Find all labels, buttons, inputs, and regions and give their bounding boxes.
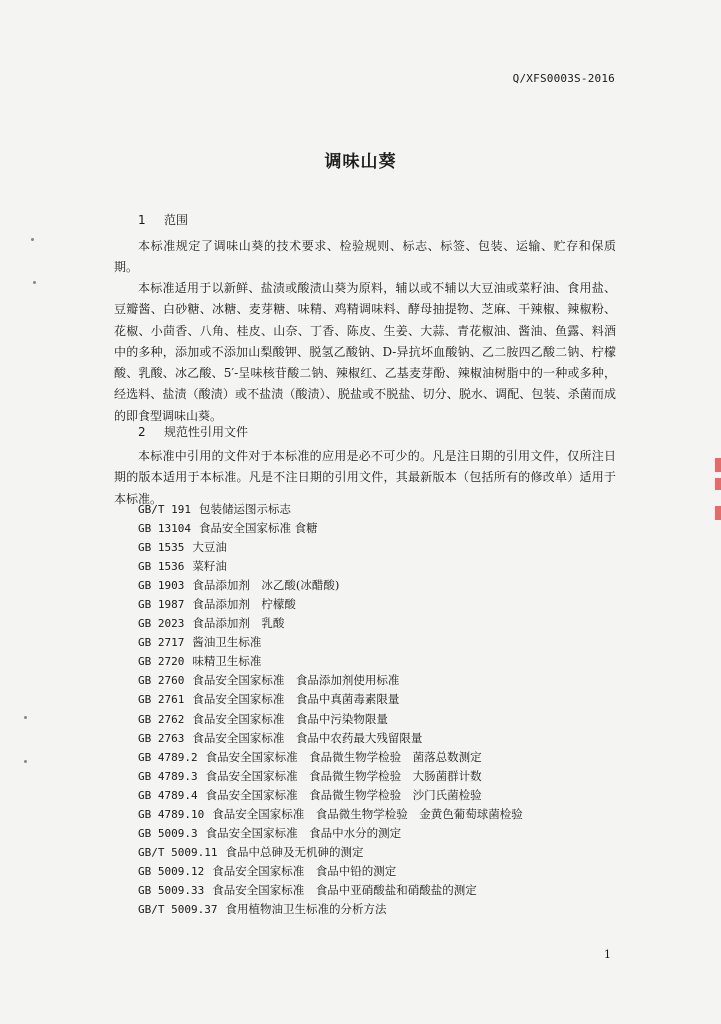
reference-item — [138, 843, 523, 862]
reference-item — [138, 500, 523, 519]
reference-item — [138, 748, 523, 767]
reference-item — [138, 652, 523, 671]
document-code: Q/XFS0003S-2016 — [512, 72, 615, 85]
reference-item — [138, 671, 523, 690]
reference-title: 菜籽油 — [192, 559, 227, 574]
reference-code: GB 2023 — [138, 617, 185, 631]
reference-code: GB 5009.12 — [138, 864, 205, 878]
reference-item — [138, 690, 523, 709]
reference-code: GB/T 5009.37 — [138, 902, 218, 916]
reference-title: 食品安全国家标准 食糖 — [198, 521, 318, 536]
reference-title: 食品安全国家标准 食品微生物学检验 沙门氏菌检验 — [205, 787, 482, 802]
reference-title: 食品添加剂 柠檬酸 — [192, 597, 296, 612]
reference-code: GB 2760 — [138, 674, 185, 688]
reference-item — [138, 862, 523, 881]
reference-code: GB 2717 — [138, 636, 185, 650]
reference-item — [138, 576, 523, 595]
scan-speck — [33, 281, 36, 284]
reference-code: GB 4789.3 — [138, 769, 198, 783]
reference-item — [138, 538, 523, 557]
page-number: 1 — [604, 948, 611, 961]
reference-code: GB 2763 — [138, 731, 185, 745]
reference-title: 食品安全国家标准 食品中水分的测定 — [205, 825, 402, 840]
reference-code: GB 5009.3 — [138, 826, 198, 840]
reference-code: GB 4789.10 — [138, 807, 205, 821]
reference-title: 食品安全国家标准 食品中农药最大残留限量 — [192, 730, 423, 745]
reference-code: GB 2762 — [138, 712, 185, 726]
section-number: 1 — [138, 213, 146, 227]
reference-code: GB 2761 — [138, 693, 185, 707]
reference-title: 包装储运图示标志 — [198, 502, 291, 516]
normative-references-list — [138, 500, 523, 919]
reference-item — [138, 786, 523, 805]
reference-item — [138, 824, 523, 843]
section-title: 范围 — [164, 213, 189, 227]
scan-edge-mark — [715, 458, 721, 472]
reference-code: GB 1903 — [138, 579, 185, 593]
reference-title: 食品安全国家标准 食品中铅的测定 — [212, 863, 397, 878]
reference-code: GB/T 5009.11 — [138, 845, 218, 859]
document-title: 调味山葵 — [324, 152, 397, 172]
reference-title: 食品添加剂 乳酸 — [192, 616, 285, 631]
reference-item — [138, 519, 523, 538]
reference-title: 食品安全国家标准 食品添加剂使用标准 — [192, 673, 400, 688]
reference-code: GB 1536 — [138, 560, 185, 574]
section-heading-scope — [138, 211, 188, 228]
section-number: 2 — [138, 425, 146, 439]
reference-item — [138, 805, 523, 824]
reference-item — [138, 633, 523, 652]
scan-speck — [24, 760, 27, 763]
scope-paragraph-2: 本标准适用于以新鲜、盐渍或酸渍山葵为原料，辅以或不辅以大豆油或菜籽油、食用盐、豆瓣酱、白砂糖、冰糖、麦芽糖、味精、鸡精调味料、酵母抽提物、芝麻、干辣椒、辣椒粉、花椒、小茴香、八角、桂皮、山奈、丁香、陈皮、生姜、大蒜、青花椒油、酱油、鱼露、料酒中的多种，添加或不添加山梨酸钾、脱氢乙酸钠、D-异抗坏血酸钠、乙二胺四乙酸二钠、柠檬酸、乳酸、冰乙酸、5′-呈味核苷酸二钠、辣椒红、乙基麦芽酚、辣椒油树脂中的一种或多种，经选料、盐渍（酸渍）或不盐渍（酸渍）、脱盐或不脱盐、切分、脱水、调配、包装、杀菌而成的即食型调味山葵。 — [114, 281, 616, 423]
reference-code: GB 4789.4 — [138, 788, 198, 802]
reference-item — [138, 881, 523, 900]
scan-speck — [24, 716, 27, 719]
reference-code: GB 1535 — [138, 541, 185, 555]
reference-title: 食品安全国家标准 食品中污染物限量 — [192, 711, 388, 726]
reference-title: 食品安全国家标准 食品中真菌毒素限量 — [192, 692, 400, 707]
reference-title: 食品安全国家标准 食品微生物学检验 金黄色葡萄球菌检验 — [212, 806, 523, 821]
scan-edge-mark — [715, 506, 721, 520]
section-heading-references — [138, 423, 248, 440]
reference-title: 食品安全国家标准 食品中亚硝酸盐和硝酸盐的测定 — [212, 882, 477, 897]
reference-item — [138, 614, 523, 633]
reference-code: GB 5009.33 — [138, 883, 205, 897]
scope-paragraph-1: 本标准规定了调味山葵的技术要求、检验规则、标志、标签、包装、运输、贮存和保质期。 — [114, 239, 616, 275]
section-title: 规范性引用文件 — [164, 425, 249, 439]
reference-item — [138, 557, 523, 576]
reference-code: GB 4789.2 — [138, 750, 198, 764]
reference-item — [138, 595, 523, 614]
reference-title: 大豆油 — [192, 540, 227, 555]
reference-code: GB 1987 — [138, 598, 185, 612]
references-intro-paragraph: 本标准中引用的文件对于本标准的应用是必不可少的。凡是注日期的引用文件，仅所注日期的版本适用于本标准。凡是不注日期的引用文件，其最新版本（包括所有的修改单）适用于本标准。 — [114, 449, 616, 506]
reference-title: 食品添加剂 冰乙酸(冰醋酸) — [192, 578, 340, 593]
scan-edge-mark — [715, 478, 721, 490]
reference-code: GB 2720 — [138, 655, 185, 669]
reference-title: 食用植物油卫生标准的分析方法 — [225, 901, 387, 916]
reference-item — [138, 729, 523, 748]
reference-title: 酱油卫生标准 — [192, 635, 262, 650]
reference-code: GB 13104 — [138, 522, 191, 536]
reference-item — [138, 710, 523, 729]
reference-code: GB/T 191 — [138, 503, 191, 516]
reference-title: 食品中总砷及无机砷的测定 — [225, 844, 364, 859]
reference-item — [138, 900, 523, 919]
reference-title: 食品安全国家标准 食品微生物学检验 菌落总数测定 — [205, 749, 482, 764]
reference-title: 味精卫生标准 — [192, 654, 262, 669]
reference-item — [138, 767, 523, 786]
reference-title: 食品安全国家标准 食品微生物学检验 大肠菌群计数 — [205, 768, 482, 783]
scan-speck — [31, 238, 34, 241]
